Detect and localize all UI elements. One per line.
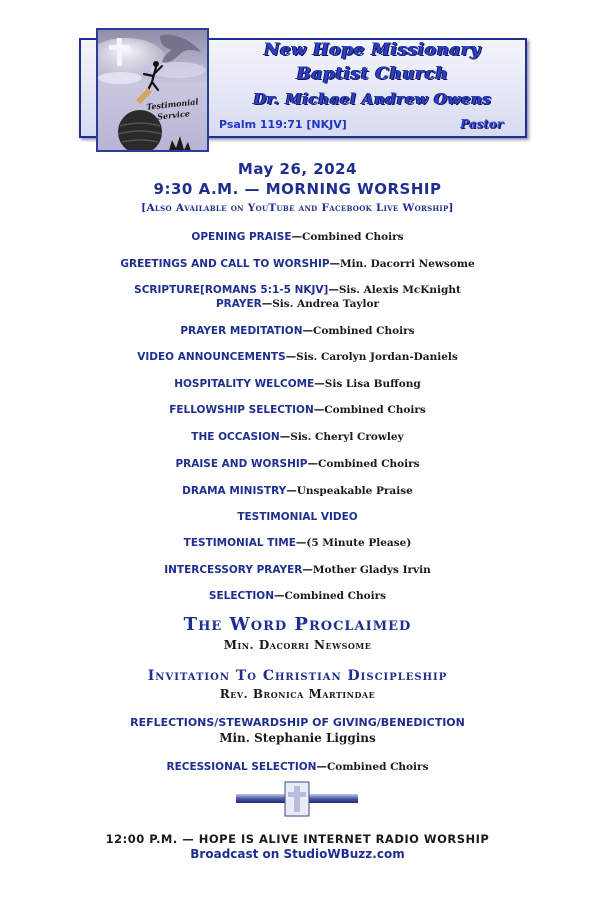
program-item-testimonial-time: TESTIMONIAL TIME—(5 Minute Please) <box>183 537 412 549</box>
church-name-line1: New Hope Missionary <box>264 40 481 60</box>
scripture-reference: Psalm 119:71 [NKJV] <box>219 118 347 131</box>
logo-caption-line2: Service <box>156 108 191 122</box>
cross-icon <box>236 780 358 818</box>
word-heading: The Word Proclaimed <box>183 614 412 635</box>
program-item-intercessory-prayer: INTERCESSORY PRAYER—Mother Gladys Irvin <box>164 564 431 576</box>
program-item-drama-ministry: DRAMA MINISTRY—Unspeakable Praise <box>182 485 413 497</box>
program-item-occasion: THE OCCASION—Sis. Cheryl Crowley <box>191 431 404 443</box>
service-time-title: 9:30 A.M. — MORNING WORSHIP <box>153 180 442 198</box>
program-item-recessional: RECESSIONAL SELECTION—Combined Choirs <box>166 761 429 773</box>
program-item-greetings: GREETINGS AND CALL TO WORSHIP—Min. Dacorri Newsome <box>120 258 475 270</box>
pastor-label: Pastor <box>460 117 504 131</box>
radio-worship-line: 12:00 P.M. — HOPE IS ALIVE INTERNET RADIO WORSHIP <box>105 832 490 846</box>
cross-ornament <box>236 780 358 818</box>
program-item-testimonial-video: TESTIMONIAL VIDEO <box>237 511 358 523</box>
invitation-heading: Invitation To Christian Discipleship <box>147 668 448 684</box>
program-item-selection: SELECTION—Combined Choirs <box>208 590 387 602</box>
pastor-name: Dr. Michael Andrew Owens <box>253 90 492 108</box>
invitation-speaker: Rev. Bronica Martindae <box>219 687 376 701</box>
program-item-opening-praise: OPENING PRAISE—Combined Choirs <box>191 231 404 243</box>
program-item-prayer-meditation: PRAYER MEDITATION—Combined Choirs <box>180 325 415 337</box>
program-item-scripture: SCRIPTURE[ROMANS 5:1-5 NKJV]—Sis. Alexis McKnight <box>134 284 461 296</box>
broadcast-link[interactable]: Broadcast on StudioWBuzz.com <box>190 847 405 861</box>
program-item-prayer: PRAYER—Sis. Andrea Taylor <box>215 298 380 310</box>
program-item-praise-worship: PRAISE AND WORSHIP—Combined Choirs <box>175 458 420 470</box>
service-date: May 26, 2024 <box>237 160 358 178</box>
program-item-fellowship-selection: FELLOWSHIP SELECTION—Combined Choirs <box>169 404 426 416</box>
logo-artwork <box>98 30 209 152</box>
testimonial-service-logo <box>96 28 209 152</box>
program-item-video-announcements: VIDEO ANNOUNCEMENTS—Sis. Carolyn Jordan-Daniels <box>137 351 458 363</box>
availability-note: [Also Available on YouTube and Facebook Live Worship] <box>141 202 454 214</box>
church-name-line2: Baptist Church <box>296 64 449 84</box>
program-item-hospitality-welcome: HOSPITALITY WELCOME—Sis Lisa Buffong <box>174 378 421 390</box>
reflections-heading: REFLECTIONS/STEWARDSHIP OF GIVING/BENEDICTION <box>130 716 465 729</box>
reflections-speaker: Min. Stephanie Liggins <box>219 731 376 745</box>
word-speaker: Min. Dacorri Newsome <box>223 638 372 652</box>
logo-caption-line1: Testimonial <box>145 96 199 112</box>
